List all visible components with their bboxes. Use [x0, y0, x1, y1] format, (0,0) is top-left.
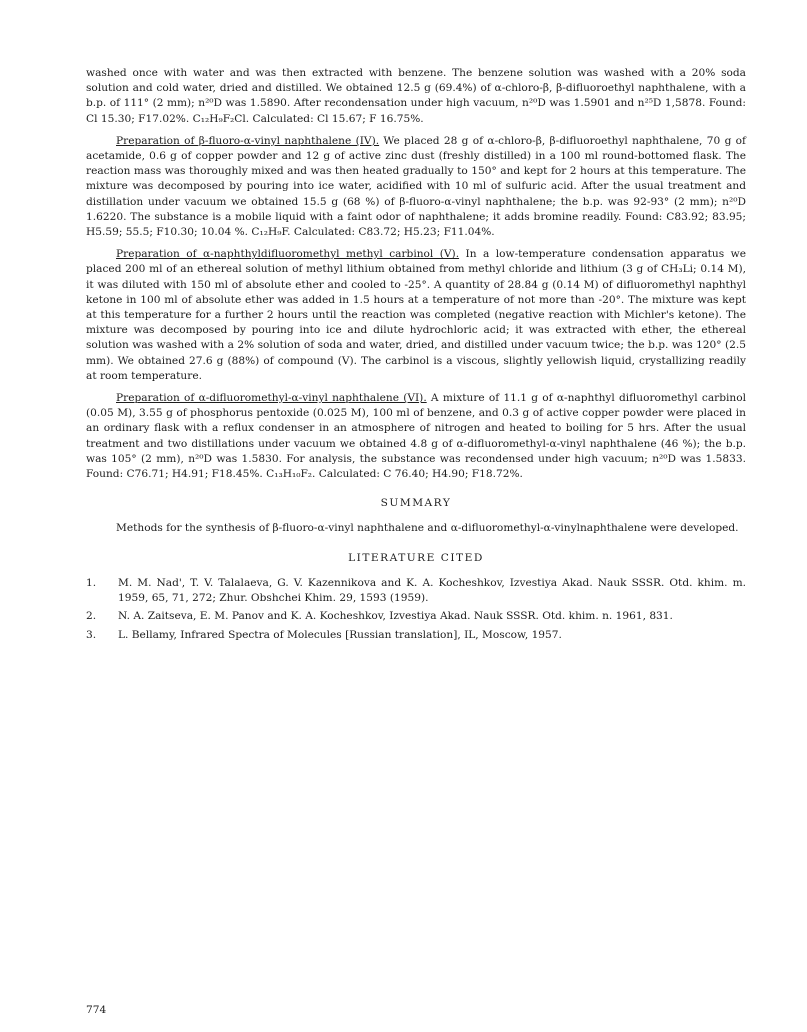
intro-paragraph: washed once with water and was then extracted with benzene. The benzene solution was washed with a 20% soda solution and cold water, dried and distilled. We obtained 12.5 g (69.4%) of α-chloro-β, β-difluoroethyl naphthalene, with a b.p. of 111° (2 mm); n²⁰D was 1.5890. After recondensation under high vacuum, n²⁰D was 1.5901 and n²⁵D 1,5878. Found: Cl 15.30; F17.02%. C₁₂H₉F₂Cl. Calculated: Cl 15.67; F 16.75%. — [86, 67, 746, 125]
section-v-heading: Preparation of α-naphthyldifluoromethyl methyl carbinol (V). — [116, 248, 460, 261]
reference-text: N. A. Zaitseva, E. M. Panov and K. A. Kocheshkov, Izvestiya Akad. Nauk SSSR. Otd. khim. n. 1961, 831. — [118, 610, 673, 623]
section-iv-text: We placed 28 g of α-chloro-β, β-difluoroethyl naphthalene, 70 g of acetamide, 0.6 g of copper powder and 12 g of active zinc dust (freshly distilled) in a 100 ml round-bottomed flask. The reaction mass was thoroughly mixed and was then heated gradually to 150° and kept for 2 hours at this temperature. The mixture was decomposed by pouring into ice water, acidified with 10 ml of sulfuric acid. After the usual treatment and distillation under vacuum we obtained 15.5 g (68 %) of β-fluoro-α-vinyl naphthalene; the b.p. was 92-93° (2 mm); n²⁰D 1.6220. The substance is a mobile liquid with a faint odor of naphthalene; it adds bromine readily. Found: C83.92; 83.95; H5.59; 55.5; F10.30; 10.04 %. C₁₂H₉F. Calculated: C83.72; H5.23; F11.04%. — [86, 134, 746, 239]
reference-text: M. M. Nad', T. V. Talalaeva, G. V. Kazennikova and K. A. Kocheshkov, Izvestiya Akad. Nauk SSSR. Otd. khim. m. 1959, 65, 71, 272; Zhur. Obshchei Khim. 29, 1593 (1959). — [118, 576, 746, 605]
literature-heading: LITERATURE CITED — [348, 551, 484, 564]
section-vi-paragraph — [86, 391, 746, 482]
reference-number: 2. — [86, 610, 97, 623]
reference-item — [86, 628, 746, 643]
section-vi-text: A mixture of 11.1 g of α-naphthyl difluoromethyl carbinol (0.05 M), 3.55 g of phosphorus pentoxide (0.025 M), 100 ml of benzene, and 0.3 g of active copper powder were placed in an ordinary flask with a reflux condenser in an atmosphere of nitrogen and heated to boiling for 5 hrs. After the usual treatment and two distillations under vacuum we obtained 4.8 g of α-difluoromethyl-α-vinyl naphthalene (46 %); the b.p. was 105° (2 mm), n²⁰D was 1.5830. For analysis, the substance was recondensed under high vacuum; n²⁰D was 1.5833. Found: C76.71; H4.91; F18.45%. C₁₃H₁₀F₂. Calculated: C 76.40; H4.90; F18.72%. — [86, 392, 746, 481]
reference-number: 3. — [86, 628, 97, 641]
page-number: 774 — [86, 1004, 107, 1016]
document-body — [86, 66, 746, 646]
reference-text: L. Bellamy, Infrared Spectra of Molecules [Russian translation], IL, Moscow, 1957. — [118, 628, 562, 641]
summary-heading: SUMMARY — [380, 497, 452, 510]
reference-list — [86, 576, 746, 643]
reference-number: 1. — [86, 576, 97, 589]
section-v-text: In a low-temperature condensation apparatus we placed 200 ml of an ethereal solution of methyl lithium obtained from methyl chloride and lithium (3 g of CH₃Li; 0.14 M), it was diluted with 150 ml of absolute ether and cooled to -25°. A quantity of 28.84 g (0.14 M) of difluoromethyl naphthyl ketone in 100 ml of absolute ether was added in 1.5 hours at a temperature of not more than -20°. The mixture was kept at this temperature for a further 2 hours until the reaction was completed (negative reaction with Michler's ketone). The mixture was decomposed by pouring into ice and dilute hydrochloric acid; it was extracted with ether, the ethereal solution was washed with a 2% solution of soda and water, dried, and distilled under vacuum twice; the b.p. was 120° (2.5 mm). We obtained 27.6 g (88%) of compound (V). The carbinol is a viscous, slightly yellowish liquid, crystallizing readily at room temperature. — [86, 248, 746, 382]
summary-text: Methods for the synthesis of β-fluoro-α-vinyl naphthalene and α-difluoromethyl-α-vinylnaphthalene were developed. — [116, 522, 739, 535]
section-v-paragraph — [86, 247, 746, 384]
reference-item — [86, 609, 746, 624]
section-iv-heading: Preparation of β-fluoro-α-vinyl naphthalene (IV). — [116, 134, 380, 147]
reference-item — [86, 576, 746, 606]
section-iv-paragraph — [86, 134, 746, 240]
section-vi-heading: Preparation of α-difluoromethyl-α-vinyl naphthalene (VI). — [116, 392, 427, 405]
